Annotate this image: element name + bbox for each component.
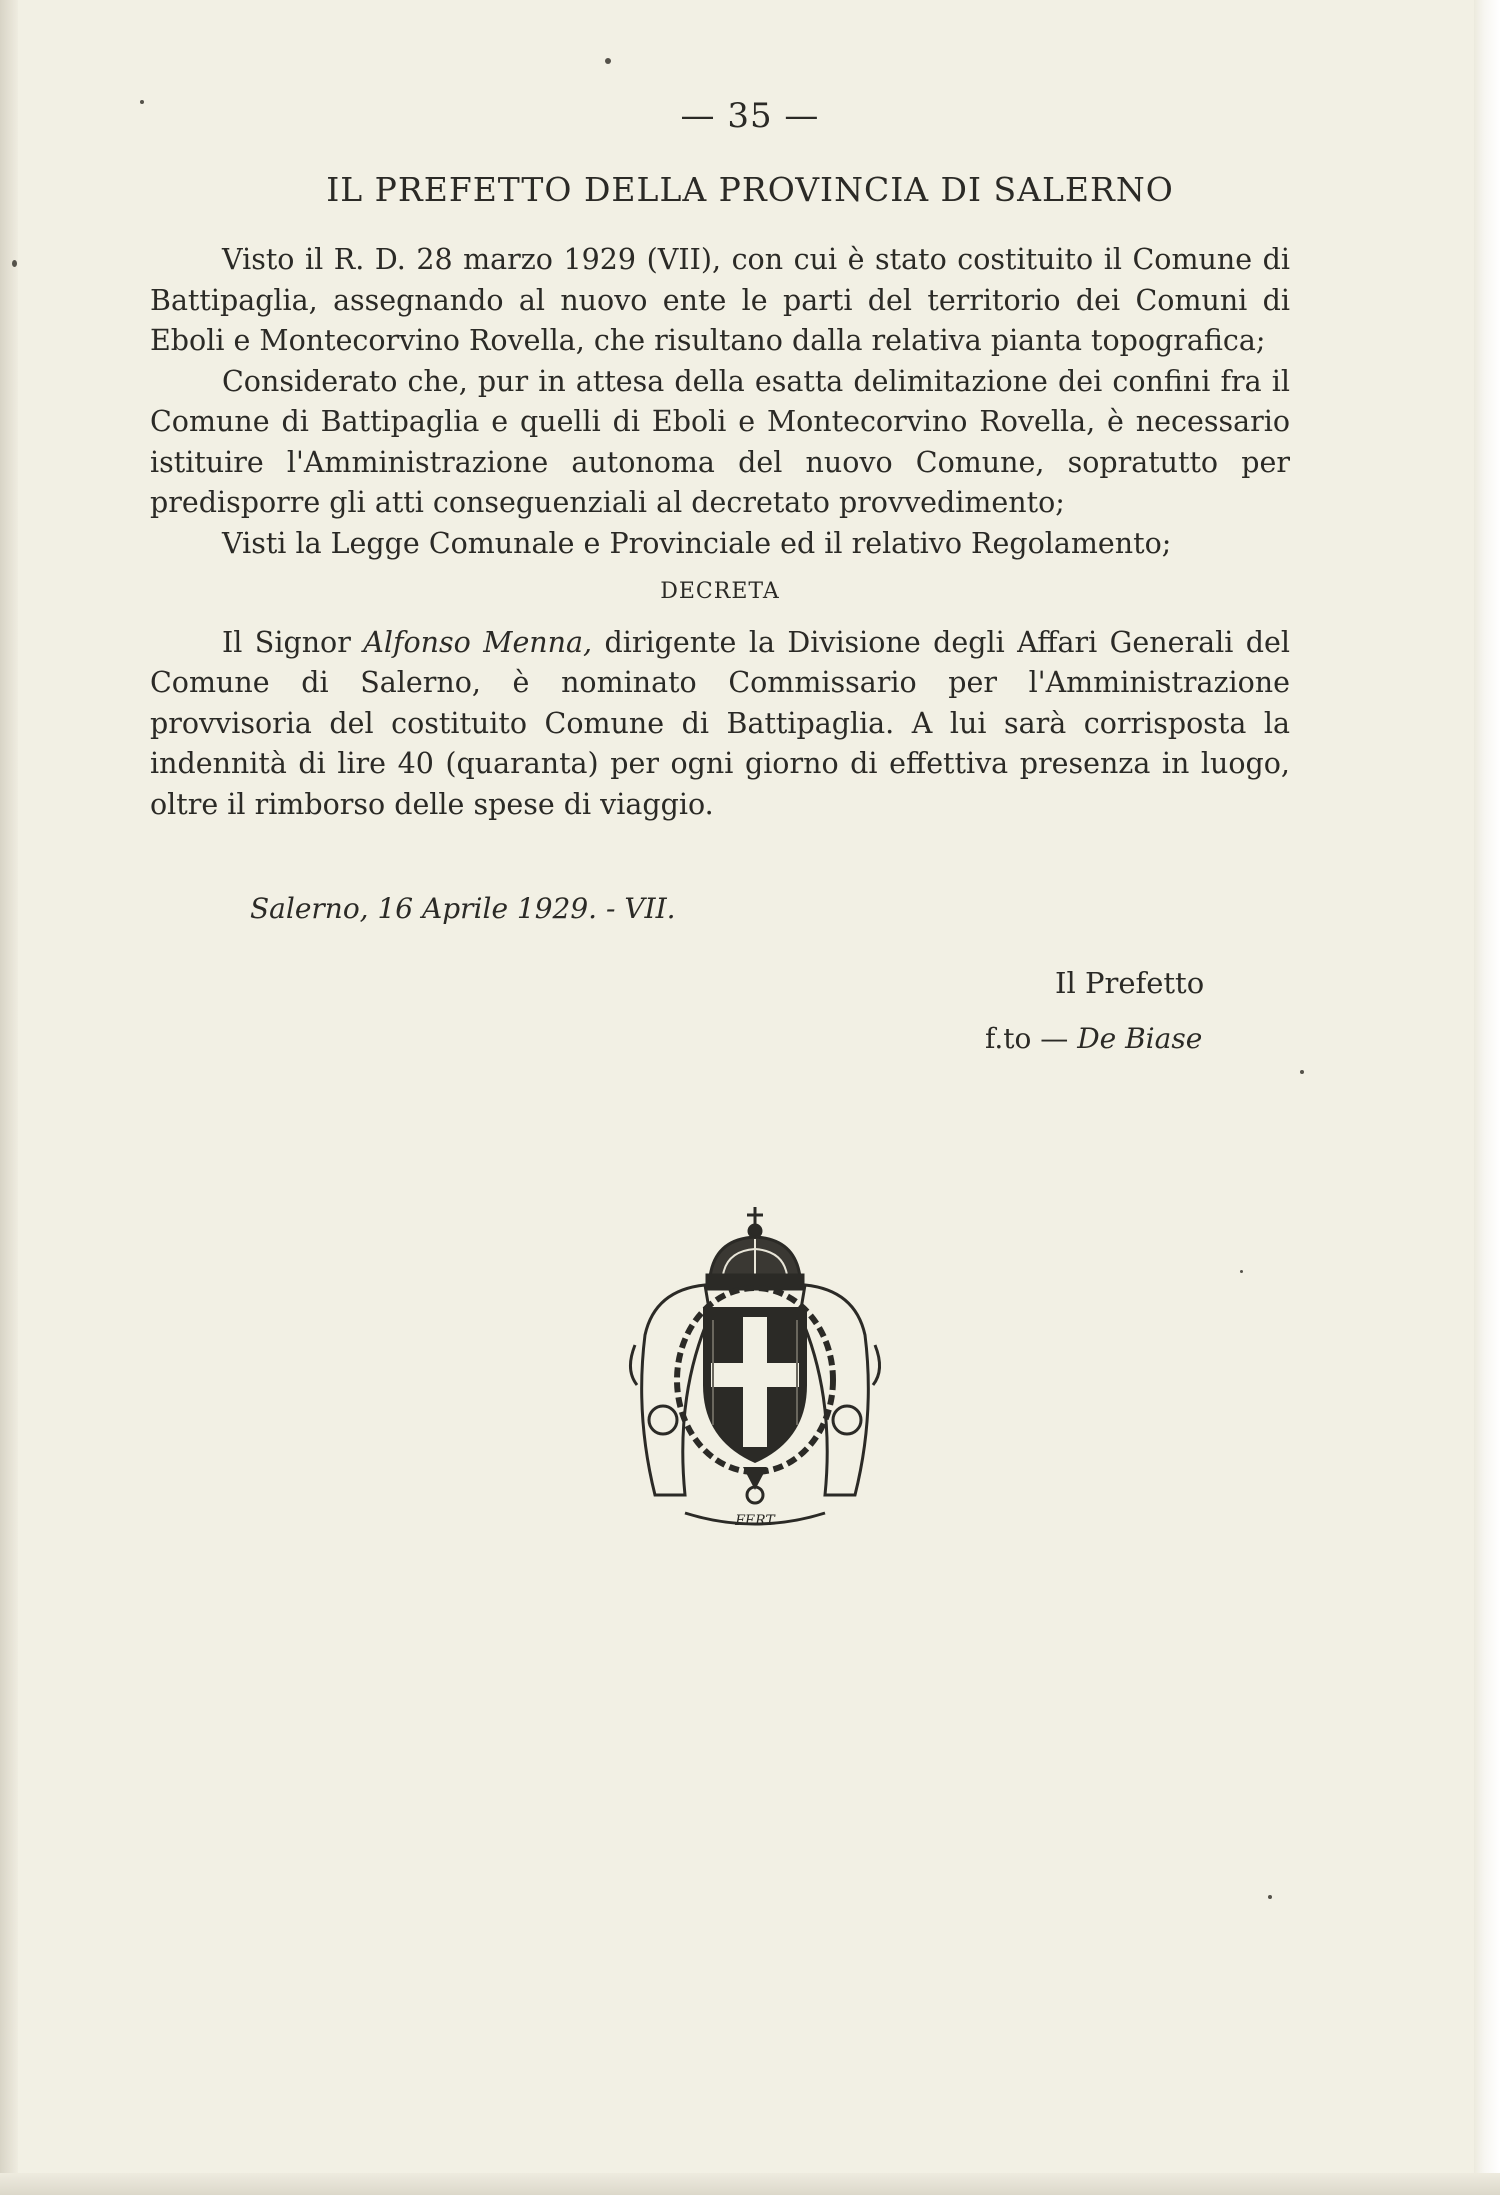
speck	[140, 100, 144, 104]
page-title: IL PREFETTO DELLA PROVINCIA DI SALERNO	[326, 170, 1174, 209]
date-line: Salerno, 16 Aprile 1929. - VII.	[250, 892, 676, 925]
paragraph-visti: Visti la Legge Comunale e Provinciale ed il relativo Regolamento;	[222, 526, 1172, 560]
paragraph-decree	[150, 623, 1290, 826]
emblem-motto: FERT	[735, 1513, 775, 1529]
speck	[605, 58, 611, 64]
decree-prefix: Il Signor	[222, 625, 364, 659]
paragraph-visto: Visto il R. D. 28 marzo 1929 (VII), con cui è stato costituito il Comune di Battipaglia, assegnando al nuovo ente le parti del territorio dei Comuni di Eboli e Montecorvino Rovella, che risultano dalla relativa pianta topografica;	[150, 243, 1290, 357]
signature-name: De Biase	[1077, 1022, 1203, 1055]
signature-line	[985, 1022, 1202, 1055]
signature-title: Il Prefetto	[1055, 966, 1205, 1000]
savoy-coat-of-arms-icon	[615, 1195, 895, 1535]
speck	[1268, 1895, 1272, 1899]
decreta-heading: DECRETA	[660, 579, 780, 604]
page-number: — 35 —	[680, 96, 820, 136]
signature-prefix: f.to —	[985, 1022, 1078, 1055]
decree-text: dirigente la Divisione degli Affari Generali del Comune di Salerno, è nominato Commissario per l'Amministrazione provvisoria del costituito Comune di Battipaglia. A lui sarà corrisposta la indennità di lire 40 (quaranta) per ogni giorno di effettiva presenza in luogo, oltre il rimborso delle spese di viaggio.	[150, 625, 1290, 821]
speck	[1300, 1070, 1304, 1074]
crown-icon	[707, 1207, 803, 1289]
page-right-edge	[1474, 0, 1500, 2195]
page-left-edge	[0, 0, 18, 2195]
paragraph-considerato: Considerato che, pur in attesa della esatta delimitazione dei confini fra il Comune di Battipaglia e quelli di Eboli e Montecorvino Rovella, è necessario istituire l'Amministrazione autonoma del nuovo Comune, sopratutto per predisporre gli atti conseguenziali al decretato provvedimento;	[150, 364, 1290, 519]
shield-icon	[703, 1307, 807, 1463]
speck	[1240, 1270, 1243, 1273]
speck	[12, 260, 17, 267]
appointee-name: Alfonso Menna,	[363, 625, 593, 659]
page-bottom-edge	[0, 2173, 1500, 2195]
decree-body	[150, 240, 1290, 825]
